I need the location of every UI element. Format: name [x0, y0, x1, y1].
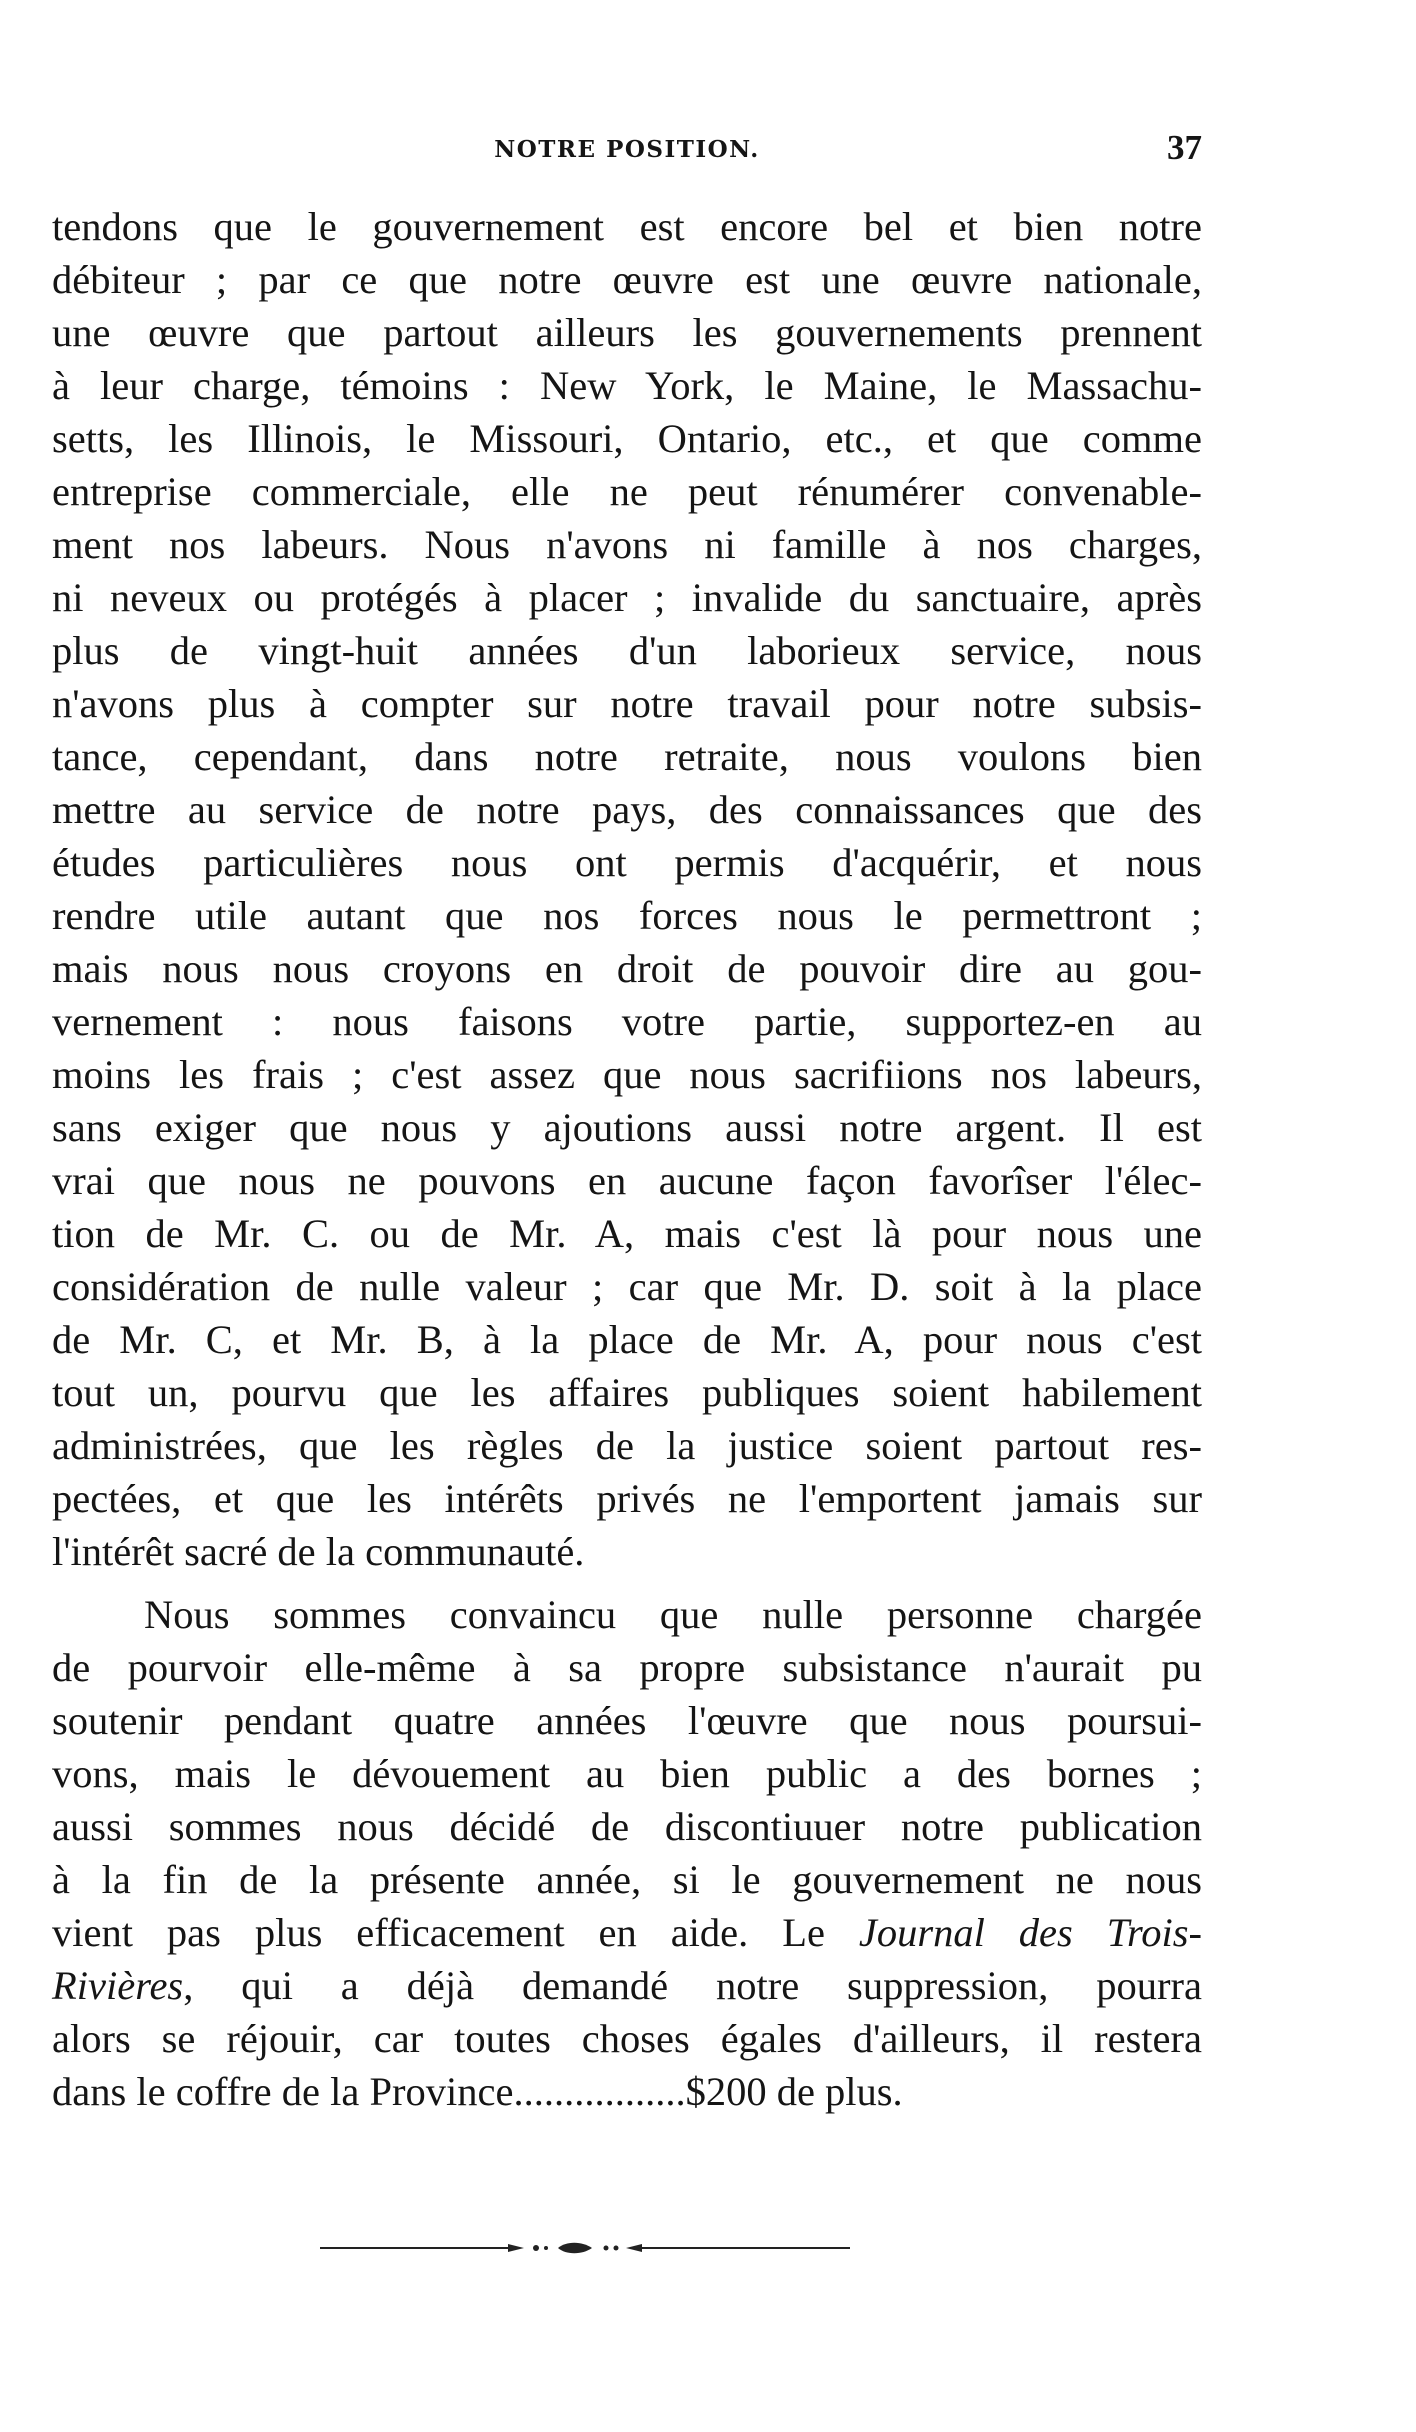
text-line: l'intérêt sacré de la communauté. [52, 1529, 585, 1574]
journal-title-italic: Rivières [52, 1963, 184, 2008]
text-segment: vient pas plus efficacement en aide. Le [52, 1910, 859, 1955]
end-ornament [320, 2238, 850, 2258]
text-line: de Mr. C, et Mr. B, à la place de Mr. A, pour nous c'est [52, 1317, 1202, 1362]
paragraph-2 [52, 1588, 1202, 2118]
body-text [52, 200, 1202, 2118]
text-line: ment nos labeurs. Nous n'avons ni famille à nos charges, [52, 522, 1202, 567]
text-line: tion de Mr. C. ou de Mr. A, mais c'est là pour nous une [52, 1211, 1202, 1256]
text-line: aussi sommes nous décidé de discontiuuer notre publication [52, 1804, 1202, 1849]
text-line: alors se réjouir, car toutes choses égales d'ailleurs, il restera [52, 2016, 1202, 2061]
text-line: à leur charge, témoins : New York, le Maine, le Massachu- [52, 363, 1202, 408]
text-line: vernement : nous faisons votre partie, supportez-en au [52, 999, 1202, 1044]
text-line: soutenir pendant quatre années l'œuvre que nous poursui- [52, 1698, 1202, 1743]
text-line: vons, mais le dévouement au bien public a des bornes ; [52, 1751, 1202, 1796]
text-line: à la fin de la présente année, si le gouvernement ne nous [52, 1857, 1202, 1902]
text-line: considération de nulle valeur ; car que Mr. D. soit à la place [52, 1264, 1202, 1309]
text-line: mettre au service de notre pays, des connaissances que des [52, 787, 1202, 832]
paragraph-gap [52, 1578, 1202, 1588]
text-line: dans le coffre de la Province.................$200 de plus. [52, 2069, 903, 2114]
text-line: administrées, que les règles de la justice soient partout res- [52, 1423, 1202, 1468]
text-line: sans exiger que nous y ajoutions aussi notre argent. Il est [52, 1105, 1202, 1150]
text-line: rendre utile autant que nos forces nous le permettront ; [52, 893, 1202, 938]
text-line: une œuvre que partout ailleurs les gouvernements prennent [52, 310, 1202, 355]
text-line: tance, cependant, dans notre retraite, nous voulons bien [52, 734, 1202, 779]
text-line: moins les frais ; c'est assez que nous sacrifiions nos labeurs, [52, 1052, 1202, 1097]
page-number: 37 [1167, 128, 1202, 167]
text-line: tendons que le gouvernement est encore bel et bien notre [52, 204, 1202, 249]
text-line: ni neveux ou protégés à placer ; invalide du sanctuaire, après [52, 575, 1202, 620]
text-line: de pourvoir elle-même à sa propre subsistance n'aurait pu [52, 1645, 1202, 1690]
text-segment: , qui a déjà demandé notre suppression, pourra [183, 1963, 1202, 2008]
text-line: pectées, et que les intérêts privés ne l'emportent jamais sur [52, 1476, 1202, 1521]
text-line: setts, les Illinois, le Missouri, Ontario, etc., et que comme [52, 416, 1202, 461]
journal-title-italic: Journal des Trois- [858, 1910, 1202, 1955]
paragraph-1 [52, 200, 1202, 1578]
text-line: études particulières nous ont permis d'acquérir, et nous [52, 840, 1202, 885]
text-line: Nous sommes convaincu que nulle personne chargée [144, 1592, 1202, 1637]
text-line: tout un, pourvu que les affaires publiques soient habilement [52, 1370, 1202, 1415]
page-header [52, 128, 1202, 178]
text-line: n'avons plus à compter sur notre travail pour notre subsis- [52, 681, 1202, 726]
text-line [52, 1959, 1202, 2012]
text-line: mais nous nous croyons en droit de pouvoir dire au gou- [52, 946, 1202, 991]
text-line: vrai que nous ne pouvons en aucune façon favorîser l'élec- [52, 1158, 1202, 1203]
text-line: plus de vingt-huit années d'un laborieux service, nous [52, 628, 1202, 673]
text-line: entreprise commerciale, elle ne peut rénumérer convenable- [52, 469, 1202, 514]
text-line: débiteur ; par ce que notre œuvre est une œuvre nationale, [52, 257, 1202, 302]
text-line [52, 1906, 1202, 1959]
running-title: NOTRE POSITION. [494, 136, 760, 163]
